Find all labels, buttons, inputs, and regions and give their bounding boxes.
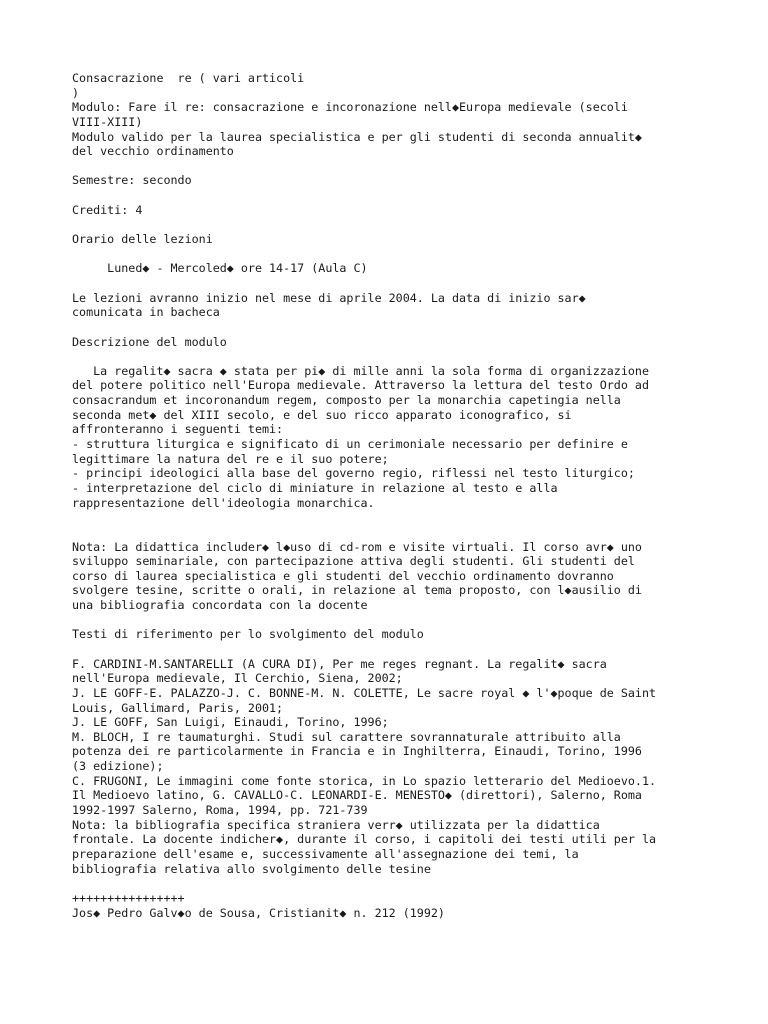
text-line: frontale. La docente indicher◆, durante il corso, i capitoli dei testi utili per la (72, 832, 657, 847)
text-line (72, 876, 732, 891)
text-line: Crediti: 4 (72, 202, 143, 217)
text-line: Consacrazione re ( vari articoli (72, 71, 305, 85)
text-line: rappresentazione dell'ideologia monarchica. (72, 495, 375, 510)
text-line: M. BLOCH, I re taumaturghi. Studi sul carattere sovrannaturale attribuito alla (72, 729, 621, 744)
text-line: Descrizione del modulo (72, 334, 227, 349)
text-line: La regalit◆ sacra ◆ stata per pi◆ di mille anni la sola forma di organizzazione (72, 363, 649, 378)
text-line: ++++++++++++++++ (72, 890, 185, 905)
text-line: sviluppo seminariale, con partecipazione attiva degli studenti. Gli studenti del (72, 554, 635, 569)
text-line: - interpretazione del ciclo di miniature in relazione al testo e alla (72, 480, 558, 495)
text-line: - principi ideologici alla base del governo regio, riflessi nel testo liturgico; (72, 466, 635, 481)
text-line: consacrandum et incoronandum regem, composto per la monarchia capetingia nella (72, 393, 621, 408)
text-line: legittimare la natura del re e il suo potere; (72, 451, 389, 466)
text-line: Luned◆ - Mercoled◆ ore 14-17 (Aula C) (72, 261, 368, 276)
text-line: Semestre: secondo (72, 173, 192, 188)
text-line (72, 525, 732, 540)
text-line: del potere politico nell'Europa medievale. Attraverso la lettura del testo Ordo ad (72, 378, 649, 393)
text-line: Nota: La didattica includer◆ l◆uso di cd-rom e visite virtuali. Il corso avr◆ uno (72, 539, 642, 554)
text-line: C. FRUGONI, Le immagini come fonte storica, in Lo spazio letterario del Medioevo.1. (72, 773, 657, 788)
text-line (72, 188, 732, 203)
document-body (72, 71, 732, 920)
text-line: 1992-1997 Salerno, Roma, 1994, pp. 721-739 (72, 803, 368, 818)
text-line: ) (72, 85, 80, 100)
text-line: svolgere tesine, scritte o orali, in relazione al tema proposto, con l◆ausilio di (72, 583, 642, 598)
text-line: VIII-XIII) (72, 114, 143, 129)
text-line (72, 642, 732, 657)
text-line: J. LE GOFF, San Luigi, Einaudi, Torino, 1996; (72, 715, 389, 730)
text-line: Louis, Gallimard, Paris, 2001; (72, 700, 284, 715)
text-line: una bibliografia concordata con la docente (72, 598, 368, 613)
text-line: seconda met◆ del XIII secolo, e del suo ricco apparato iconografico, si (72, 407, 572, 422)
text-line: affronteranno i seguenti temi: (72, 422, 284, 437)
text-line: (3 edizione); (72, 759, 164, 774)
text-line: Le lezioni avranno inizio nel mese di aprile 2004. La data di inizio sar◆ (72, 290, 586, 305)
text-line: Modulo: Fare il re: consacrazione e incoronazione nell◆Europa medievale (secoli (72, 100, 628, 115)
text-line (72, 159, 732, 174)
text-line (72, 276, 732, 291)
text-line: preparazione dell'esame e, successivamente all'assegnazione dei temi, la (72, 846, 579, 861)
text-line: nell'Europa medievale, Il Cerchio, Siena, 2002; (72, 671, 403, 686)
text-line: potenza dei re particolarmente in Francia e in Inghilterra, Einaudi, Torino, 1996 (72, 744, 642, 759)
text-line (72, 320, 732, 335)
text-line: F. CARDINI-M.SANTARELLI (A CURA DI), Per me reges regnant. La regalit◆ sacra (72, 656, 607, 671)
text-line: J. LE GOFF-E. PALAZZO-J. C. BONNE-M. N. COLETTE, Le sacre royal ◆ l'◆poque de Saint (72, 685, 657, 700)
text-line: Modulo valido per la laurea specialistica e per gli studenti di seconda annualit◆ (72, 129, 642, 144)
text-line: - struttura liturgica e significato di un cerimoniale necessario per definire e (72, 437, 628, 452)
text-line: Il Medioevo latino, G. CAVALLO-C. LEONARDI-E. MENESTO◆ (direttori), Salerno, Roma (72, 788, 642, 803)
text-line (72, 510, 732, 525)
text-line: Nota: la bibliografia specifica straniera verr◆ utilizzata per la didattica (72, 817, 600, 832)
text-line (72, 247, 732, 262)
text-line: Testi di riferimento per lo svolgimento del modulo (72, 627, 424, 642)
text-line (72, 217, 732, 232)
text-line (72, 349, 732, 364)
text-line: bibliografia relativa allo svolgimento delle tesine (72, 861, 431, 876)
text-line: del vecchio ordinamento (72, 144, 234, 159)
text-line (72, 613, 732, 628)
text-line: Orario delle lezioni (72, 232, 213, 247)
text-line: Jos◆ Pedro Galv◆o de Sousa, Cristianit◆ n. 212 (1992) (72, 905, 445, 920)
text-line: comunicata in bacheca (72, 305, 220, 320)
text-line: corso di laurea specialistica e gli studenti del vecchio ordinamento dovranno (72, 568, 614, 583)
